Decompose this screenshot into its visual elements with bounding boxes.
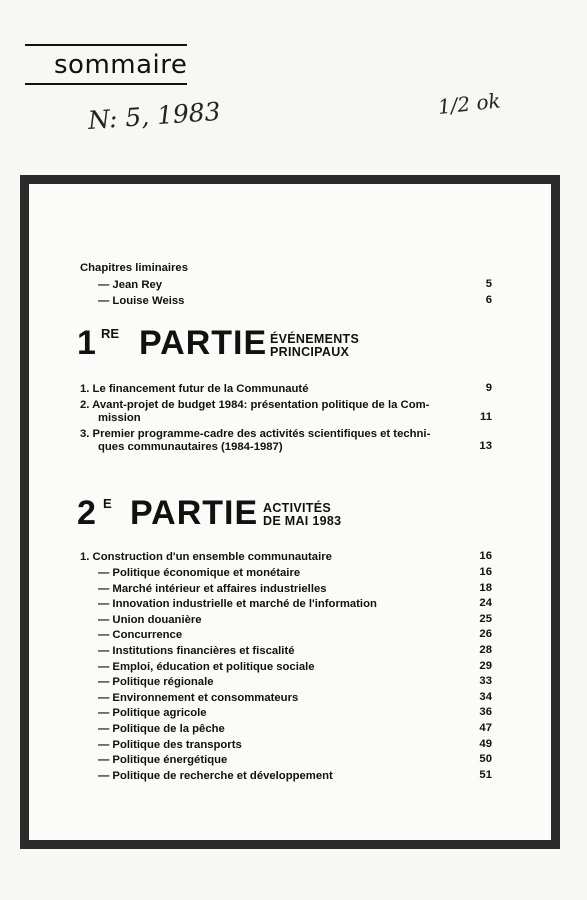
- part1-item-page: 13: [479, 440, 492, 452]
- part2-item-label: — Environnement et consommateurs: [98, 691, 299, 704]
- part2-item-label: — Politique de recherche et développement: [98, 769, 333, 782]
- part1-item-label: 2. Avant-projet de budget 1984: présentation politique de la Com-: [80, 399, 430, 411]
- part1-subtitle-line1: ÉVÉNEMENTS: [270, 332, 360, 346]
- part2-item-label: — Institutions financières et fiscalité: [98, 645, 295, 657]
- prelim-item-page: 6: [485, 294, 492, 306]
- part2-item-page: 34: [479, 690, 492, 703]
- part2-item-page: 50: [479, 753, 492, 766]
- part2-item-label: — Politique énergétique: [98, 754, 228, 767]
- part1-number: 1: [77, 324, 97, 362]
- part2-word: PARTIE: [130, 494, 259, 532]
- part2-suffix: E: [103, 496, 112, 511]
- part2-item-page: 28: [479, 644, 492, 656]
- part1-item-page: 11: [480, 411, 492, 423]
- header-rule-top: [25, 44, 187, 46]
- prelim-item-label: — Jean Rey: [98, 279, 163, 291]
- part1-item-label: 1. Le financement futur de la Communauté: [80, 383, 309, 395]
- part2-item-page: 47: [479, 722, 492, 734]
- part2-item-page: 49: [479, 737, 492, 750]
- handwritten-issue-number: N: 5, 1983: [86, 96, 222, 135]
- header-rule-bottom: [25, 83, 187, 85]
- part2-item-page: 26: [479, 628, 492, 641]
- part2-item-label: — Politique de la pêche: [98, 723, 225, 735]
- part2-item-page: 24: [479, 597, 492, 610]
- part2-subtitle-line2: DE MAI 1983: [263, 514, 342, 528]
- contents-frame: [20, 175, 560, 849]
- prelim-heading: Chapitres liminaires: [80, 262, 188, 274]
- part1-subtitle-line2: PRINCIPAUX: [270, 345, 350, 359]
- part2-item-label: — Marché intérieur et affaires industrielles: [98, 582, 327, 595]
- page-title: sommaire: [54, 50, 188, 80]
- part2-item-page: 29: [479, 659, 492, 672]
- part2-item-label: — Politique régionale: [98, 676, 214, 689]
- part2-section-label: 1. Construction d'un ensemble communautaire: [80, 551, 332, 563]
- contents-body: [29, 184, 551, 840]
- part2-heading: [77, 493, 407, 533]
- part1-item-label: 3. Premier programme-cadre des activités scientifiques et techni-: [80, 428, 431, 440]
- part1-item-label-cont: mission: [98, 412, 141, 424]
- part2-subtitle-line1: ACTIVITÉS: [263, 501, 331, 515]
- part2-item-page: 25: [479, 612, 492, 625]
- part2-item-label: — Politique économique et monétaire: [98, 567, 301, 579]
- part2-item-label: — Union douanière: [98, 613, 202, 626]
- part2-number: 2: [77, 494, 97, 532]
- part2-item-page: 33: [479, 675, 492, 688]
- prelim-item-label: — Louise Weiss: [98, 295, 185, 307]
- part2-section-page: 16: [479, 550, 492, 562]
- part2-item-label: — Emploi, éducation et politique sociale: [98, 660, 315, 673]
- prelim-item-page: 5: [485, 278, 492, 290]
- part2-item-page: 51: [479, 768, 492, 781]
- part1-item-label-cont: ques communautaires (1984-1987): [98, 441, 283, 453]
- part2-item-label: — Innovation industrielle et marché de l'information: [98, 598, 377, 611]
- part1-heading: [77, 323, 407, 363]
- part1-word: PARTIE: [139, 324, 268, 362]
- part2-item-page: 16: [479, 566, 492, 578]
- part1-item-page: 9: [485, 382, 492, 394]
- part2-item-label: — Politique des transports: [98, 738, 242, 751]
- part2-item-label: — Politique agricole: [98, 707, 207, 720]
- part1-suffix: RE: [101, 326, 120, 341]
- handwritten-note: 1/2 ok: [436, 88, 502, 119]
- part2-item-page: 18: [479, 581, 492, 594]
- part2-item-label: — Concurrence: [98, 629, 183, 642]
- part2-item-page: 36: [479, 706, 492, 719]
